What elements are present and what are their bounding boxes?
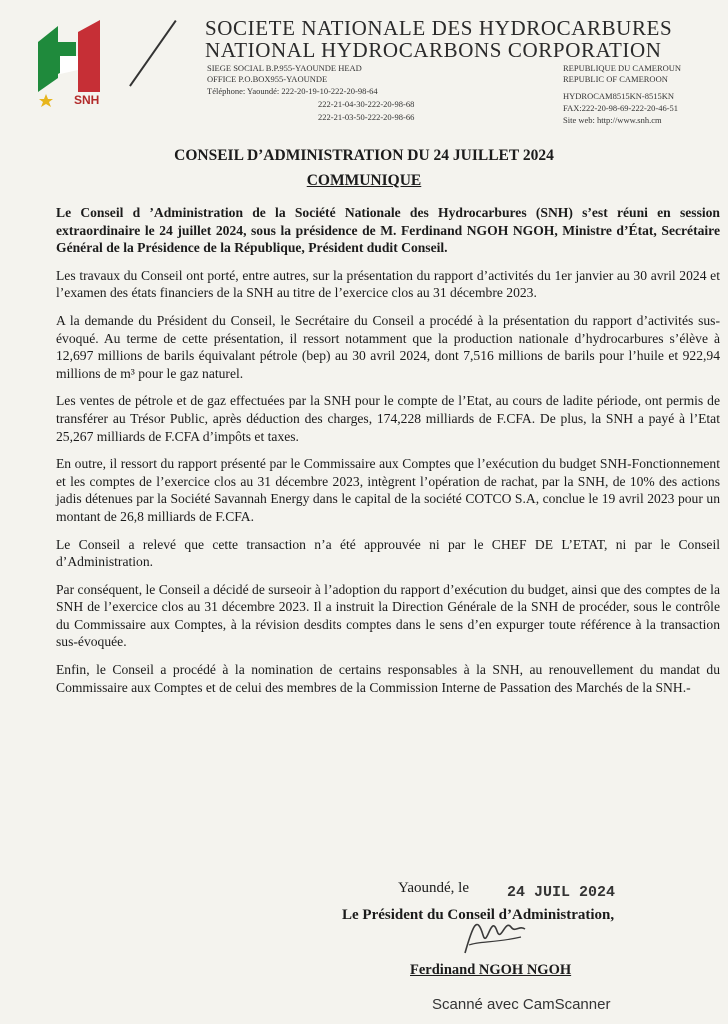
address-line: 222-21-04-30-222-20-98-68	[318, 99, 415, 109]
paragraph: Le Conseil a relevé que cette transaction n’a été approuvée ni par le CHEF DE L’ETAT, ni par le Conseil d’Administration.	[56, 536, 720, 570]
date-stamp	[505, 880, 616, 901]
contact-line: Site web: http://www.snh.cm	[563, 115, 662, 125]
address-line: OFFICE P.O.BOX955-YAOUNDE	[207, 74, 328, 84]
paragraph: En outre, il ressort du rapport présenté par le Commissaire aux Comptes que l’exécution du budget SNH-Fonctionnement et les comptes de l’exercice clos au 31 décembre 2023, intègrent l’opération de rachat, par la SNH, de 10% des actions jadis détenues par la Société Savannah Energy dans le capital de la société COTCO S.A, conclue le 19 avril 2023 pour un montant de 26,8 milliards de F.CFA.	[56, 456, 720, 524]
address-line: SIEGE SOCIAL B.P.955-YAOUNDE HEAD	[207, 63, 362, 73]
signatory-title: Le Président du Conseil d’Administration,	[342, 907, 615, 923]
paragraph: Le Conseil d ’Administration de la Société Nationale des Hydrocarbures (SNH) s’est réuni en session extraordinaire le 24 juillet 2024, sous la présidence de M. Ferdinand NGOH NGOH, Ministre d’État, Secrétaire Général de la Présidence de la République, Président dudit Conseil.	[56, 205, 720, 256]
document-subtitle: COMMUNIQUE	[306, 172, 422, 189]
place-date-label: Yaoundé, le	[398, 880, 469, 896]
org-name-fr: SOCIETE NATIONALE DES HYDROCARBURES	[205, 16, 673, 40]
star-icon	[39, 94, 53, 107]
date-stamp-text: 24 JUIL 2024	[507, 884, 616, 901]
document-title: CONSEIL D’ADMINISTRATION DU 24 JUILLET 2024	[174, 147, 554, 164]
contact-line: FAX:222-20-98-69-222-20-46-51	[563, 103, 679, 113]
paragraph: Les travaux du Conseil ont porté, entre autres, sur la présentation du rapport d’activités du 1er janvier au 30 avril 2024 et l’examen des états financiers de la SNH au titre de l’exercice clos au 31 décembre 2023.	[56, 267, 720, 301]
logo-text: SNH	[74, 93, 100, 107]
paragraph: A la demande du Président du Conseil, le Secrétaire du Conseil a procédé à la présentation du rapport d’activités sus-évoqué. Au terme de cette présentation, il ressort notamment que la production nationale d’hydrocarbures s’élève à 12,697 millions de barils équivalant pétrole (bep) au 30 avril 2024, dont 7,516 millions de barils pour l’huile et 922,94 millions de m³ pour le gaz naturel.	[56, 312, 720, 381]
paragraph: Les ventes de pétrole et de gaz effectuées par la SNH pour le compte de l’Etat, au cours de ladite période, ont permis de transférer au Trésor Public, après déduction des charges, 174,228 milliards de F.CFA. De plus, la SNH a payé à l’Etat 25,267 milliards de F.CFA d’impôts et taxes.	[56, 393, 720, 444]
paragraph: Par conséquent, le Conseil a décidé de surseoir à l’adoption du rapport d’exécution du budget, ainsi que des comptes de la SNH de l’exercice clos au 31 décembre 2023. Il a instruit la Direction Générale de la SNH de procéder, sous le contrôle du Commissaire aux Comptes, à la révision desdits comptes dans le sens d’en expurger toute référence à la transaction sus-évoquée.	[56, 581, 720, 650]
scanner-watermark: Scanné avec CamScanner	[432, 996, 611, 1013]
org-name-en: NATIONAL HYDROCARBONS CORPORATION	[205, 38, 662, 62]
paragraph: Enfin, le Conseil a procédé à la nomination de certains responsables à la SNH, au renouvellement du mandat du Commissaire aux Comptes et de celui des membres de la Commission Interne de Passation des Marchés de la SNH.-	[56, 662, 720, 695]
republic-line: REPUBLIC OF CAMEROON	[563, 74, 668, 84]
document-body	[56, 204, 720, 706]
address-line: 222-21-03-50-222-20-98-66	[318, 112, 415, 122]
contact-line: HYDROCAM8515KN-8515KN	[563, 91, 674, 101]
republic-line: REPUBLIQUE DU CAMEROUN	[563, 63, 682, 73]
signatory-name: Ferdinand NGOH NGOH	[410, 962, 572, 978]
address-line: Téléphone: Yaoundé: 222-20-19-10-222-20-98-64	[207, 86, 378, 96]
